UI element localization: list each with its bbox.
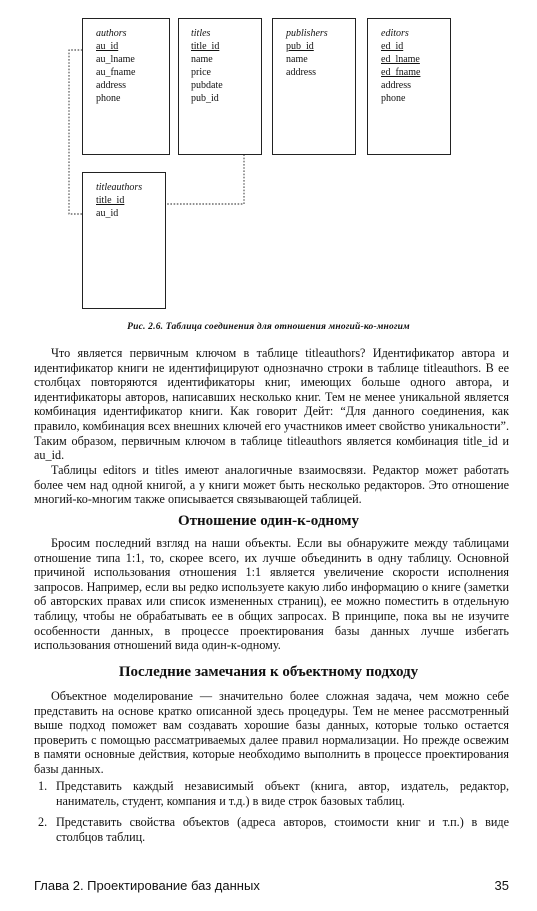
- table-name-titleauthors: titleauthors: [96, 182, 143, 193]
- field-editors-ed_fname: ed_fname: [381, 67, 421, 78]
- field-authors-au_lname: au_lname: [96, 54, 135, 65]
- relationship-lines: [0, 0, 537, 340]
- field-publishers-pub_id: pub_id: [286, 41, 314, 52]
- table-name-titles: titles: [191, 28, 211, 39]
- list-text: Представить каждый независимый объект (книга, автор, издатель, редактор, наниматель, студент, компания и т.д.) в виде строк базовых таблиц.: [56, 779, 509, 808]
- heading-one-to-one: Отношение один-к-одному: [178, 513, 359, 529]
- field-authors-au_fname: au_fname: [96, 67, 136, 78]
- field-titles-pubdate: pubdate: [191, 80, 223, 91]
- page-number: 35: [494, 878, 509, 893]
- field-authors-address: address: [96, 80, 126, 91]
- list-number: 1.: [38, 779, 48, 793]
- field-editors-phone: phone: [381, 93, 406, 104]
- field-titles-pub_id: pub_id: [191, 93, 219, 104]
- field-editors-address: address: [381, 80, 411, 91]
- field-titleauthors-title_id: title_id: [96, 195, 125, 206]
- field-titles-price: price: [191, 67, 211, 78]
- field-publishers-address: address: [286, 67, 316, 78]
- page-footer: [34, 878, 509, 893]
- field-publishers-name: name: [286, 54, 308, 65]
- list-item: [34, 779, 509, 809]
- table-name-authors: authors: [96, 28, 127, 39]
- field-authors-au_id: au_id: [96, 41, 119, 52]
- field-authors-phone: phone: [96, 93, 121, 104]
- figure-caption: Рис. 2.6. Таблица соединения для отношения многий-ко-многим: [127, 322, 410, 332]
- field-editors-ed_lname: ed_lname: [381, 54, 420, 65]
- field-editors-ed_id: ed_id: [381, 41, 404, 52]
- field-titles-name: name: [191, 54, 213, 65]
- paragraph-primary-key: Что является первичным ключом в таблице titleauthors? Идентификатор автора и идентификатор книги не идентифицируют однозначно строки в таблице titleauthors. В ее столбцах повторяются идентификаторы книг, имеющих больше одного автора, и идентификаторы авторов, написавших несколько книг. Тем не менее уникальной является комбинация идентификатор книги. Как говорит Дейт: “Для данного соединения, как правило, комбинация всех внешних ключей его участников имеет свойство уникальности”. Таким образом, первичным ключом в таблице titleauthors является комбинация title_id и au_id.: [34, 346, 509, 463]
- field-titleauthors-au_id: au_id: [96, 208, 119, 219]
- table-name-editors: editors: [381, 28, 409, 39]
- paragraph-one-to-one: Бросим последний взгляд на наши объекты. Если вы обнаружите между таблицами отношение типа 1:1, то, скорее всего, их лучше объединить в одну таблицу. Основной причиной использования отношения 1:1 является увеличение скорости исполнения запросов. Например, если вы редко используете какую либо информацию о книге (заметки об авторских правах или список измененных страниц), ее можно поместить в отдельную таблицу, чтобы не обрабатывать ее в общих запросах. В принципе, пока вы не изучите особенности данных, в процессе проектирования базы данных лучше избегать использования отношений вида один-к-одному.: [34, 536, 509, 653]
- list-number: 2.: [38, 815, 48, 829]
- paragraph-final-notes: Объектное моделирование — значительно более сложная задача, чем можно себе представить на основе кратко описанной здесь процедуры. Тем не менее рассмотренный выше подход поможет вам создавать хорошие базы данных, которые только остается проверить с помощью рассматриваемых далее правил нормализации. Но прежде освежим в памяти основные действия, которые необходимо выполнить в процессе проектирования базы данных.: [34, 689, 509, 776]
- list-text: Представить свойства объектов (адреса авторов, стоимости книг и т.п.) в виде столбцов таблиц.: [56, 815, 509, 844]
- heading-final-notes: Последние замечания к объектному подходу: [118, 664, 419, 680]
- footer-chapter: Глава 2. Проектирование баз данных: [34, 878, 260, 893]
- paragraph-editors-titles: Таблицы editors и titles имеют аналогичные взаимосвязи. Редактор может работать более чем над одной книгой, а у книги может быть несколько редакторов. Это отношение многий-ко-многим также описывается связывающей таблицей.: [34, 463, 509, 507]
- table-name-publishers: publishers: [286, 28, 328, 39]
- field-titles-title_id: title_id: [191, 41, 220, 52]
- list-item: [34, 815, 509, 845]
